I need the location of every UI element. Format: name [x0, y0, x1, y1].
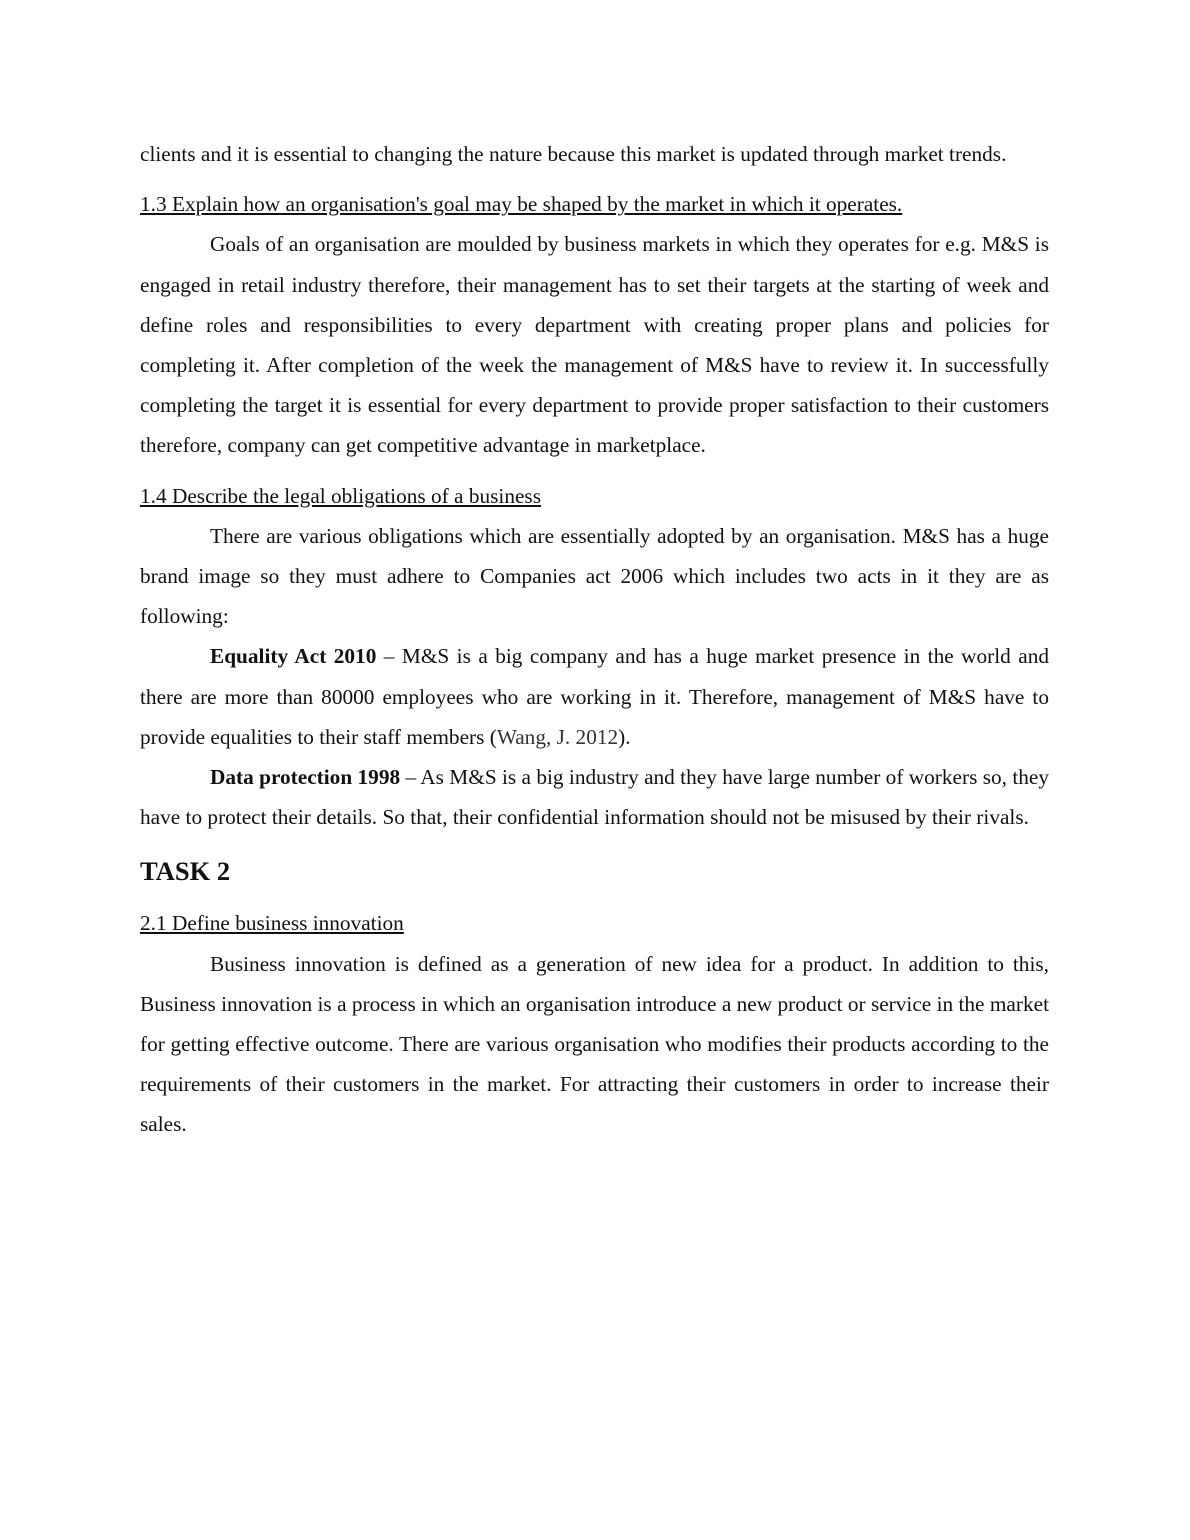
equality-act-citation: Wang, J. 2012	[496, 724, 619, 749]
data-protection-term: Data protection 1998	[210, 765, 401, 790]
section-1-3-heading: 1.3 Explain how an organisation's goal may be shaped by the market in which it operates.	[140, 192, 903, 217]
section-2-1-body: Business innovation is defined as a generation of new idea for a product. In addition to this, Business innovation is a process in which an organisation introduce a new product or service in the market for getting effective outcome. There are various organisation who modifies their products according to the requirements of their customers in the market. For attracting their customers in order to increase their sales.	[140, 951, 1049, 1137]
data-protection-paragraph	[140, 757, 1049, 837]
section-1-4-intro: There are various obligations which are essentially adopted by an organisation. M&S has a huge brand image so they must adhere to Companies act 2006 which includes two acts in it they are as following:	[140, 523, 1049, 629]
data-protection-text: – As M&S is a big industry and they have large number of workers so, they have to protect their details. So that, their confidential information should not be misused by their rivals.	[140, 765, 1049, 830]
continuation-paragraph: clients and it is essential to changing the nature because this market is updated through market trends.	[140, 142, 1007, 166]
equality-act-paragraph	[140, 636, 1049, 757]
equality-act-end: ).	[618, 724, 631, 749]
section-1-4-heading: 1.4 Describe the legal obligations of a business	[140, 483, 542, 508]
equality-act-text: – M&S is a big company and has a huge market presence in the world and there are more than 80000 employees who are working in it. Therefore, management of M&S have to provide equalities to their staff members (	[140, 644, 1050, 749]
document-page	[140, 134, 1049, 1145]
task-2-heading: TASK 2	[140, 856, 231, 887]
section-2-1-heading: 2.1 Define business innovation	[140, 911, 404, 936]
section-1-3-body: Goals of an organisation are moulded by business markets in which they operates for e.g. M&S is engaged in retail industry therefore, their management has to set their targets at the starting of week and define roles and responsibilities to every department with creating proper plans and policies for completing it. After completion of the week the management of M&S have to review it. In successfully completing the target it is essential for every department to provide proper satisfaction to their customers therefore, company can get competitive advantage in marketplace.	[140, 232, 1049, 458]
equality-act-term: Equality Act 2010	[210, 644, 377, 669]
